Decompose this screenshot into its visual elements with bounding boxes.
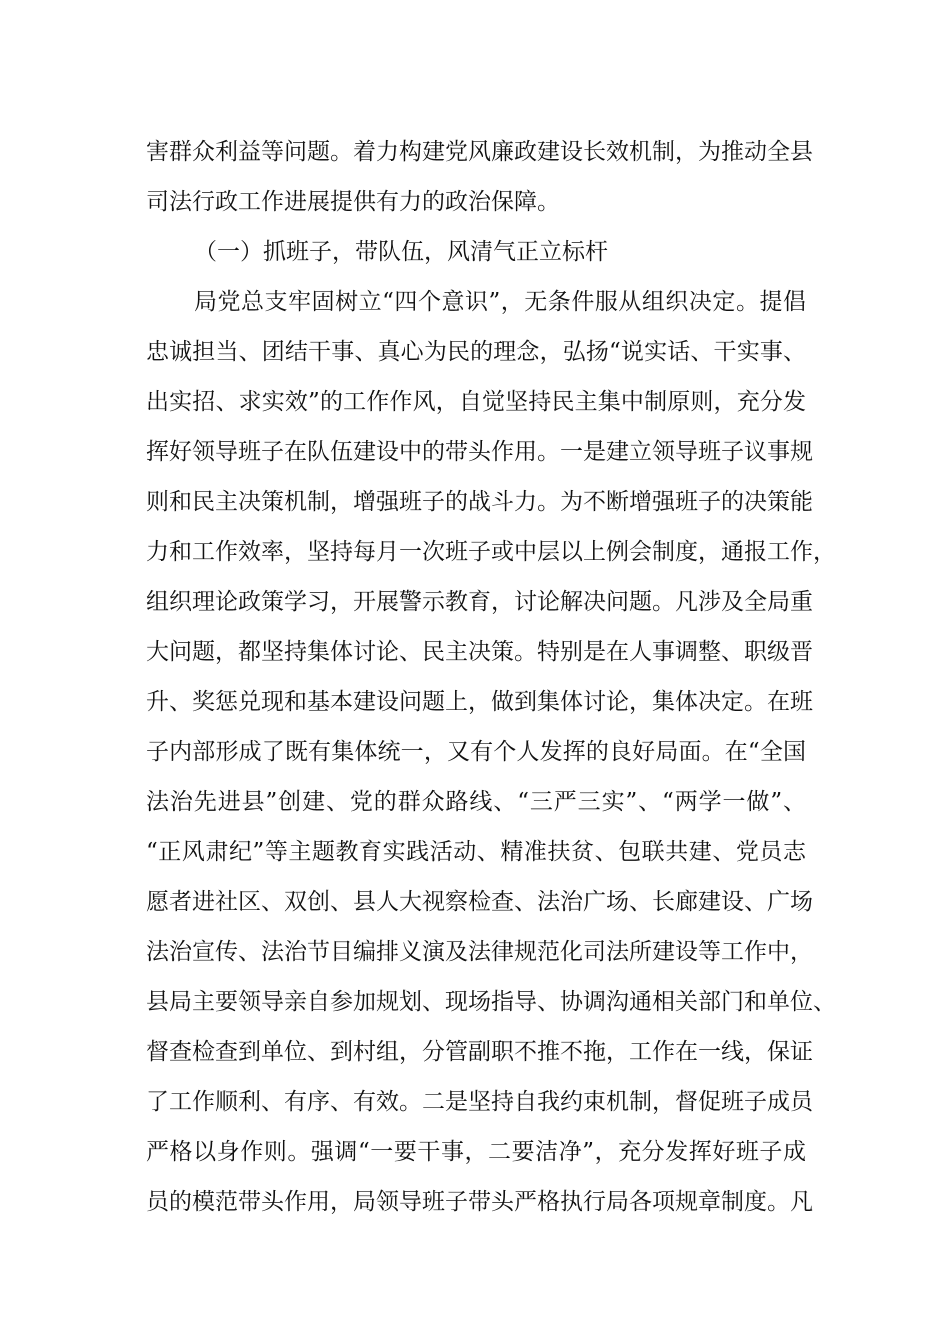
paragraph-line: 局党总支牢固树立“四个意识”，无条件服从组织决定。提倡 [194, 289, 806, 315]
paragraph-line: 督查检查到单位、到村组，分管副职不推不拖，工作在一线，保证 [146, 1039, 813, 1065]
paragraph-line: 子内部形成了既有集体统一，又有个人发挥的良好局面。在“全国 [146, 739, 806, 765]
paragraph-line: 挥好领导班子在队伍建设中的带头作用。一是建立领导班子议事规 [146, 439, 813, 465]
paragraph-line: 严格以身作则。强调“一要干事，二要洁净”，充分发挥好班子成 [146, 1139, 806, 1165]
paragraph-line: 组织理论政策学习，开展警示教育，讨论解决问题。凡涉及全局重 [146, 589, 813, 615]
paragraph-line: 县局主要领导亲自参加规划、现场指导、协调沟通相关部门和单位、 [146, 989, 836, 1015]
paragraph-line: 力和工作效率，坚持每月一次班子或中层以上例会制度，通报工作， [146, 539, 836, 565]
paragraph-line: 法治先进县”创建、党的群众路线、“三严三实”、“两学一做”、 [146, 789, 806, 815]
paragraph-line: 出实招、求实效”的工作作风，自觉坚持民主集中制原则，充分发 [146, 389, 806, 415]
paragraph-line: 则和民主决策机制，增强班子的战斗力。为不断增强班子的决策能 [146, 489, 813, 515]
paragraph-line: 法治宣传、法治节目编排义演及法律规范化司法所建设等工作中， [146, 939, 813, 965]
paragraph-line: 忠诚担当、团结干事、真心为民的理念，弘扬“说实话、干实事、 [146, 339, 806, 365]
paragraph-line: 害群众利益等问题。着力构建党风廉政建设长效机制，为推动全县 [146, 139, 813, 165]
paragraph-line: “正风肃纪”等主题教育实践活动、精准扶贫、包联共建、党员志 [146, 839, 806, 865]
section-heading: （一）抓班子，带队伍，风清气正立标杆 [194, 239, 608, 265]
paragraph-line: 司法行政工作进展提供有力的政治保障。 [146, 189, 560, 215]
paragraph-line: 大问题，都坚持集体讨论、民主决策。特别是在人事调整、职级晋 [146, 639, 813, 665]
paragraph-line: 升、奖惩兑现和基本建设问题上，做到集体讨论，集体决定。在班 [146, 689, 813, 715]
paragraph-line: 了工作顺利、有序、有效。二是坚持自我约束机制，督促班子成员 [146, 1089, 813, 1115]
paragraph-line: 员的模范带头作用，局领导班子带头严格执行局各项规章制度。凡 [146, 1189, 813, 1215]
paragraph-line: 愿者进社区、双创、县人大视察检查、法治广场、长廊建设、广场 [146, 889, 813, 915]
